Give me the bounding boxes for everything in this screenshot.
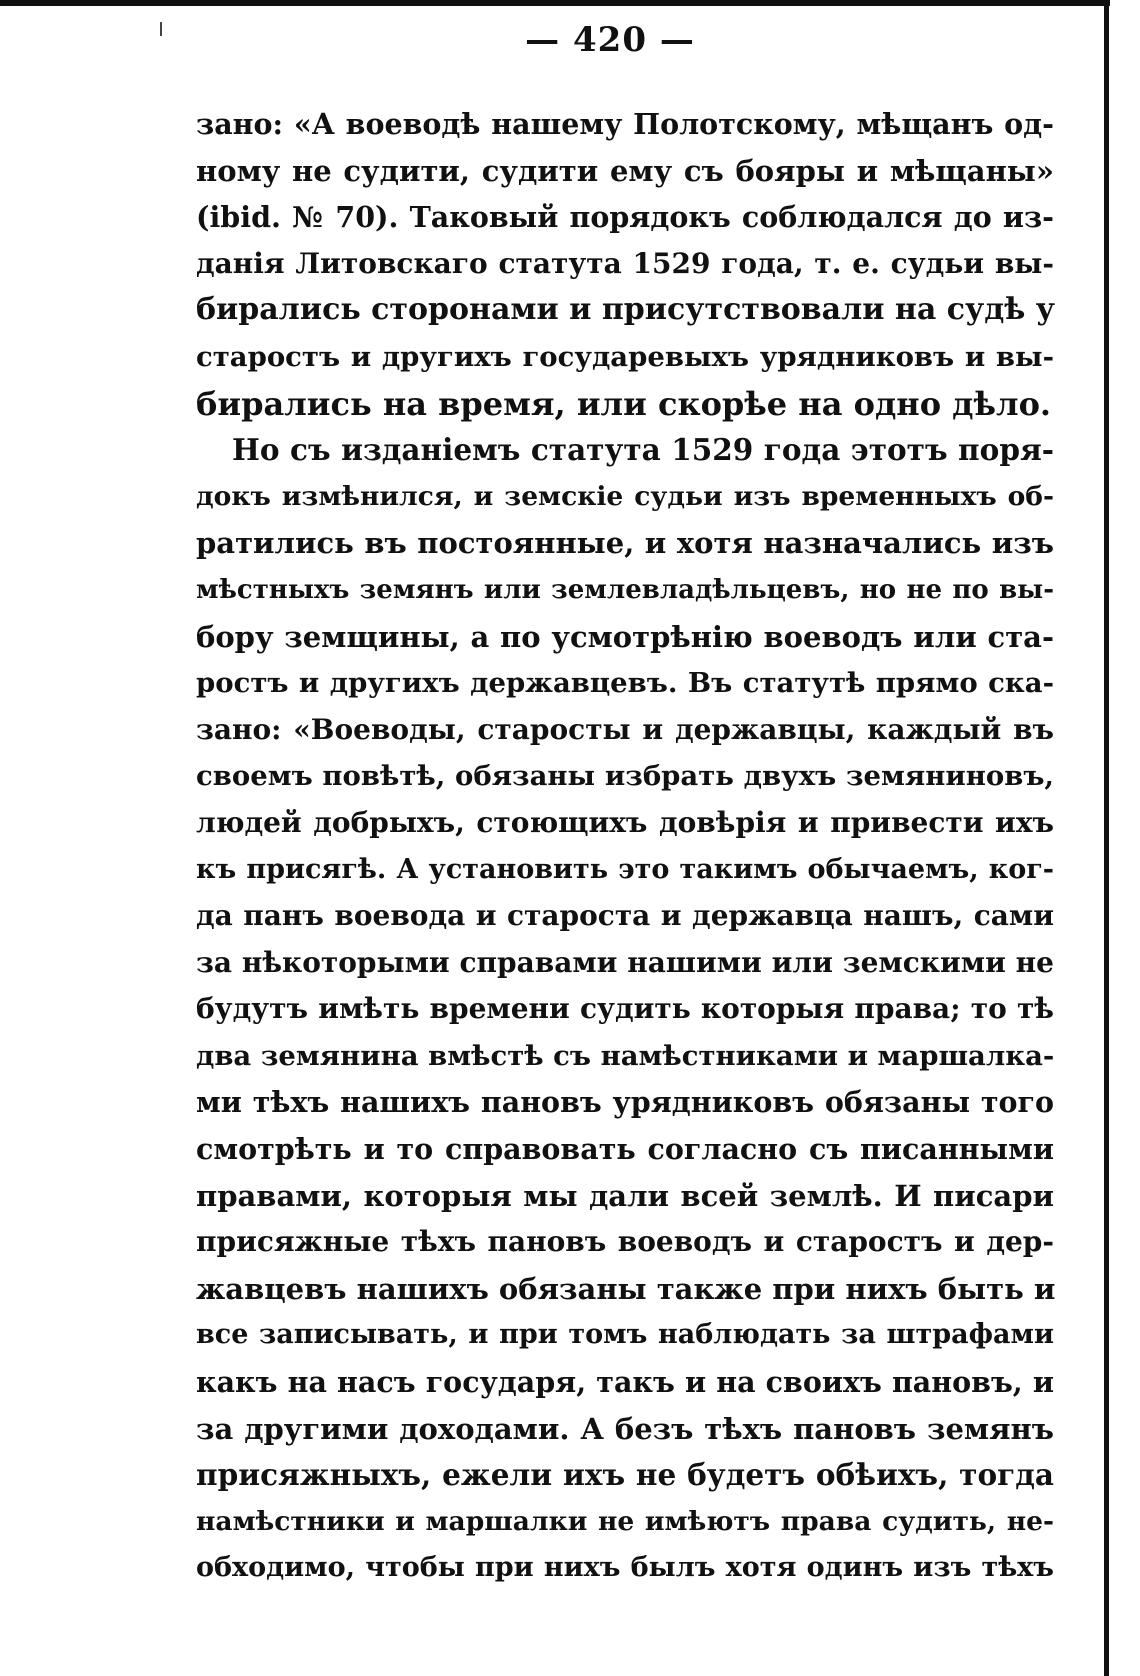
text-line: будутъ имѣть времени судить которыя права; то тѣ: [196, 992, 1054, 1026]
text-line: своемъ повѣтѣ, обязаны избрать двухъ земяниновъ,: [196, 760, 1054, 793]
text-line: къ присягѣ. А установить это такимъ обычаемъ, ког-: [196, 853, 1054, 885]
text-line: данія Литовскаго статута 1529 года, т. е. судьи вы-: [196, 246, 1054, 280]
text-line: присяжные тѣхъ пановъ воеводъ и старостъ и дер-: [196, 1225, 1054, 1259]
text-line: два земянина вмѣстѣ съ намѣстниками и маршалка-: [196, 1039, 1055, 1072]
text-line: зано: «А воеводѣ нашему Полотскому, мѣщанъ од-: [196, 107, 1054, 141]
text-line: людей добрыхъ, стоющихъ довѣрія и привести ихъ: [196, 805, 1054, 839]
text-line: бирались на время, или скорѣе на одно дѣло.: [196, 384, 1052, 423]
text-line: ми тѣхъ нашихъ пановъ урядниковъ обязаны того: [196, 1085, 1054, 1120]
text-line: обходимо, чтобы при нихъ былъ хотя одинъ изъ тѣхъ: [196, 1552, 1054, 1584]
text-line: бору земщины, а по усмотрѣнію воеводъ или ста-: [196, 619, 1054, 654]
text-line: да панъ воевода и староста и державца нашъ, сами: [196, 899, 1054, 933]
text-line: ному не судити, судити ему съ бояры и мѣщаны»: [196, 153, 1054, 188]
paragraph-start-line: Но съ изданіемъ статута 1529 года этотъ поря-: [232, 432, 1054, 468]
top-border-rule: [0, 0, 1110, 6]
text-line: ростъ и другихъ державцевъ. Въ статутѣ прямо ска-: [196, 667, 1054, 700]
text-line: докъ измѣнился, и земскіе судьи изъ временныхъ об-: [196, 480, 1054, 512]
text-line: жавцевъ нашихъ обязаны также при нихъ быть и: [196, 1271, 1056, 1306]
text-line: старостъ и другихъ государевыхъ урядниковъ и вы-: [196, 340, 1054, 373]
text-line: за нѣкоторыми справами нашими или земскими не: [196, 945, 1054, 979]
text-line: смотрѣть и то справовать согласно съ писанными: [196, 1132, 1054, 1167]
text-line: зано: «Воеводы, старосты и державцы, каждый въ: [196, 712, 1054, 746]
page-number: — 420 —: [525, 20, 695, 60]
text-line: (ibid. № 70). Таковый порядокъ соблюдался до из-: [196, 200, 1054, 235]
right-border-rule: [1104, 0, 1109, 1676]
text-line: правами, которыя мы дали всей землѣ. И писари: [196, 1178, 1054, 1213]
body-text: [196, 101, 1054, 1592]
text-line: все записывать, и при томъ наблюдать за штрафами: [196, 1319, 1054, 1351]
text-line: мѣстныхъ земянъ или землевладѣльцевъ, но не по вы-: [196, 574, 1054, 605]
text-line: присяжныхъ, ежели ихъ не будетъ обѣихъ, тогда: [196, 1457, 1054, 1493]
text-line: какъ на насъ государя, такъ и на своихъ пановъ, и: [196, 1365, 1054, 1400]
text-line: бирались сторонами и присутствовали на судѣ у: [196, 292, 1055, 328]
text-line: за другими доходами. А безъ тѣхъ пановъ земянъ: [196, 1411, 1054, 1446]
text-line: ратились въ постоянные, и хотя назначались изъ: [196, 526, 1054, 561]
text-line: намѣстники и маршалки не имѣютъ права судить, не-: [196, 1505, 1054, 1537]
